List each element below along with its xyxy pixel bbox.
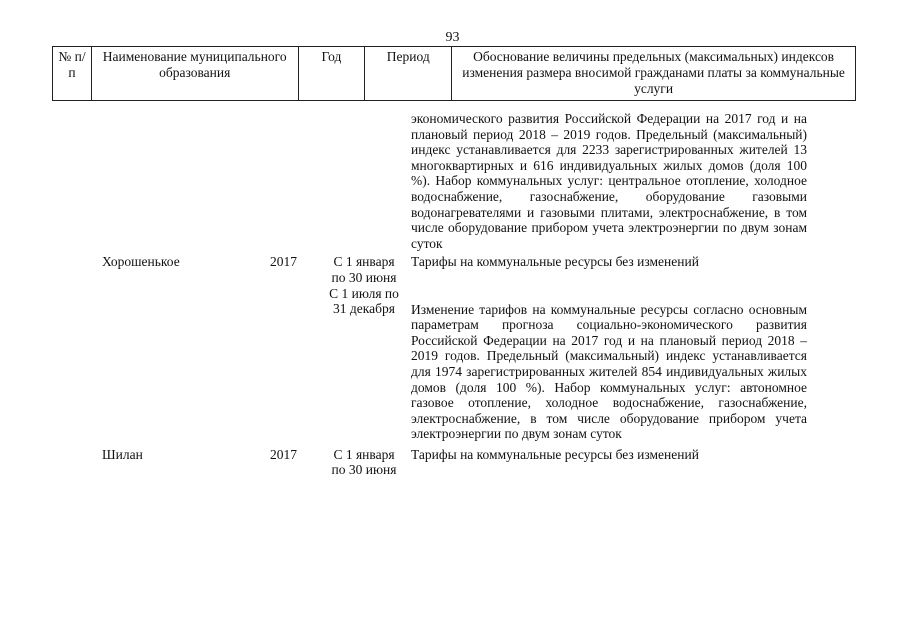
table-row (52, 254, 858, 285)
period-cell: С 1 января по 30 июня (331, 446, 397, 478)
table-row (52, 286, 858, 442)
municipality-name: Шилан (102, 446, 143, 462)
basis-text: Тарифы на коммунальные ресурсы без изменений (411, 446, 699, 462)
header-year: Год (298, 47, 365, 101)
year-cell: 2017 (270, 254, 297, 270)
period-cell (315, 111, 399, 251)
municipality-name (52, 286, 253, 442)
year-cell (253, 286, 315, 442)
header-basis: Обоснование величины предельных (максимальных) индексов изменения размера вносимой гражданами платы за коммунальные услуги (452, 47, 856, 101)
header-row (53, 47, 856, 101)
header-period: Период (365, 47, 452, 101)
year-cell (253, 111, 315, 251)
period-cell: С 1 января по 30 июня (331, 254, 397, 285)
year-cell: 2017 (270, 446, 297, 462)
municipality-name: Хорошенькое (102, 254, 180, 270)
municipality-name (52, 111, 253, 251)
header-name: Наименование муниципального образования (91, 47, 298, 101)
table-row (52, 447, 858, 478)
table-row (52, 111, 858, 251)
basis-text: экономического развития Российской Федерации на 2017 год и на плановый период 2018 – 2019 годов. Предельный (максимальный) индекс устанавливается для 2233 зарегистрированных жителей 13 многоквартирных и 616 индивидуальных жилых домов (доля 100 %). Набор коммунальных услуг: центральное отопление, холодное водоснабжение, газоснабжение, оборудование газовыми водонагревателями и газовыми плитами, электроснабжение, в том числе оборудование прибором учета электроэнергии по двум зонам суток (411, 111, 807, 251)
table-body (52, 111, 858, 478)
basis-text: Изменение тарифов на коммунальные ресурсы согласно основным параметрам прогноза социально-экономического развития Российской Федерации на 2017 год и на плановый период 2018 – 2019 годов. Предельный (максимальный) индекс устанавливается для 1974 зарегистрированных жителей 854 индивидуальных жилых домов (доля 100 %). Набор коммунальных услуг: автономное газовое отопление, холодное водоснабжение, газоснабжение, электроснабжение, в том числе оборудование прибором учета электроэнергии по двум зонам суток (411, 301, 807, 442)
page-number: 93 (445, 30, 460, 45)
basis-text: Тарифы на коммунальные ресурсы без изменений (411, 254, 699, 270)
header-num: № п/п (53, 47, 92, 101)
period-cell: С 1 июля по 31 декабря (329, 285, 399, 317)
table-header (52, 46, 856, 101)
